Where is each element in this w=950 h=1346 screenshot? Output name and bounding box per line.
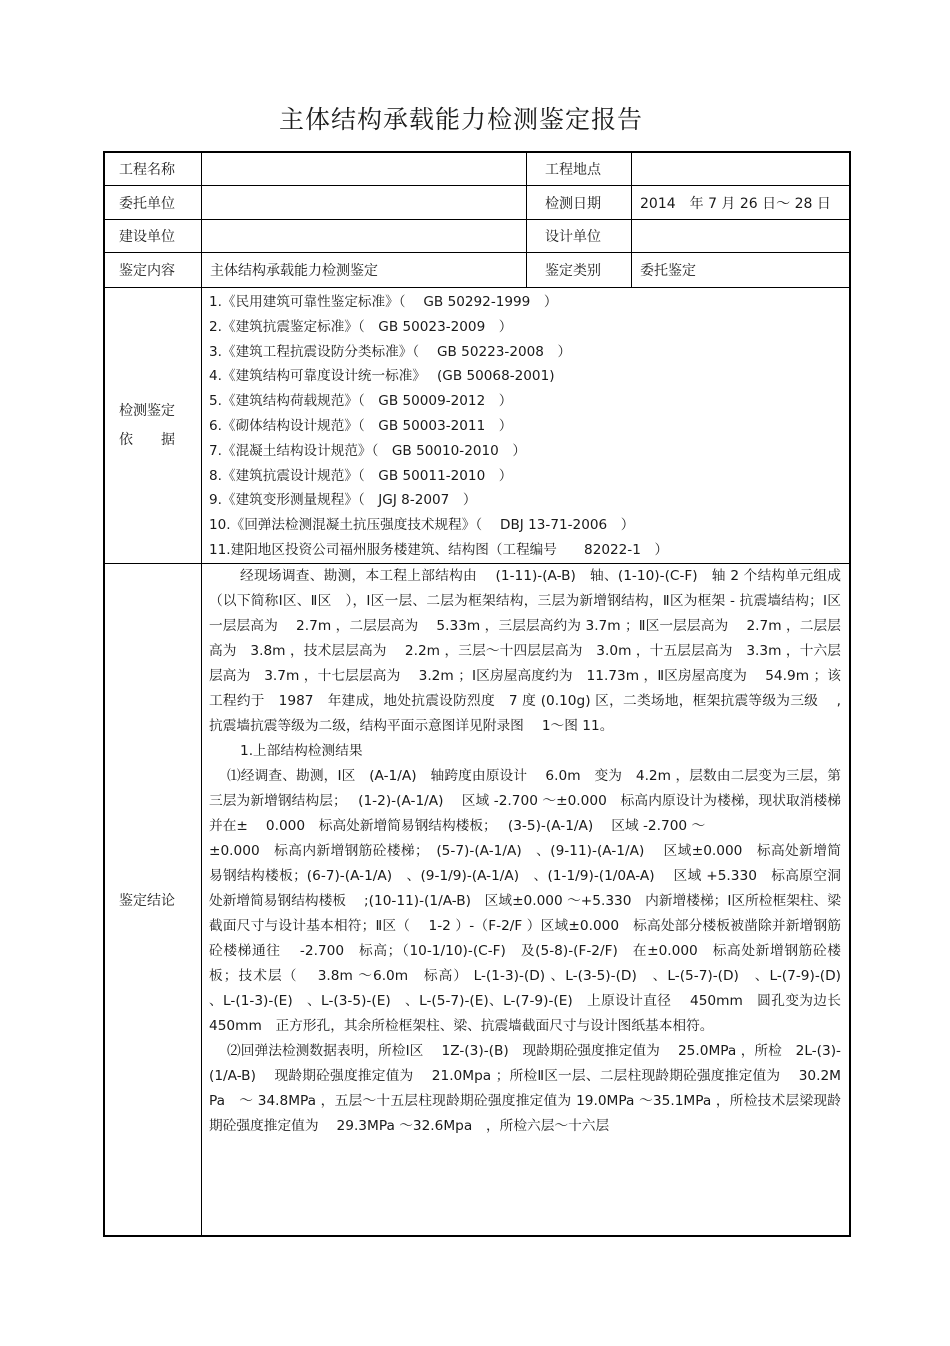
category-value: 委托鉴定 xyxy=(640,263,696,279)
conclusion-label: 鉴定结论 xyxy=(105,564,202,1235)
basis-item: 4.《建筑结构可靠度设计统一标准》 (GB 50068-2001) xyxy=(209,368,555,385)
basis-item: 5.《建筑结构荷载规范》（ GB 50009-2012 ） xyxy=(209,393,513,410)
row-basis xyxy=(105,288,849,564)
client-value xyxy=(202,186,527,219)
page-title: 主体结构承载能力检测鉴定报告 xyxy=(278,105,643,134)
content-value: 主体结构承载能力检测鉴定 xyxy=(202,253,527,287)
conclusion-text xyxy=(202,564,860,1235)
designer-value xyxy=(632,220,849,252)
basis-item: 7.《混凝土结构设计规范》（ GB 50010-2010 ） xyxy=(209,442,526,459)
basis-item: 10.《回弹法检测混凝土抗压强度技术规程》（ DBJ 13-71-2006 ） xyxy=(209,517,635,534)
row-project-name xyxy=(105,153,849,186)
basis-item: 6.《砌体结构设计规范》（ GB 50003-2011 ） xyxy=(209,417,513,434)
basis-label-line2: 依 据 xyxy=(119,431,175,448)
client-label: 委托单位 xyxy=(105,186,202,219)
content-label: 鉴定内容 xyxy=(105,253,202,287)
row-content xyxy=(105,253,849,288)
basis-item: 3.《建筑工程抗震设防分类标准》（ GB 50223-2008 ） xyxy=(209,343,572,360)
conclusion-paragraph: ⑵回弹法检测数据表明，所检Ⅰ区 1Z-(3)-(B) 现龄期砼强度推定值为 25.0MPa ，所检 2L-(3)-(1/A-B) 现龄期砼强度推定值为 21.0Mpa ；所检Ⅱ区一层、二层柱现龄期砼强度推定值为 30.2MPa ～ 34.8MPa ，五层～十五层柱现龄期砼强度推定值为 19.0MPa ～35.1MPa ，所检技术层梁现龄期砼强度推定值为 29.3MPa ～32.6Mpa ，所检六层～十六层 xyxy=(209,1043,841,1134)
basis-label-line1: 检测鉴定 xyxy=(119,402,175,419)
project-name-label: 工程名称 xyxy=(105,153,202,185)
category-label: 鉴定类别 xyxy=(527,253,632,287)
project-location-value xyxy=(632,153,849,185)
basis-label xyxy=(105,288,202,563)
test-date-label: 检测日期 xyxy=(527,186,632,219)
basis-item: 8.《建筑抗震设计规范》（ GB 50011-2010 ） xyxy=(209,467,513,484)
row-client xyxy=(105,186,849,220)
basis-item: 11.建阳地区投资公司福州服务楼建筑、结构图（工程编号 82022-1 ） xyxy=(209,541,669,558)
row-conclusion xyxy=(105,564,860,1235)
project-location-label: 工程地点 xyxy=(527,153,632,185)
conclusion-paragraph: ⑴经调查、勘测，Ⅰ区 (A-1/A) 轴跨度由原设计 6.0m 变为 4.2m ，层数由二层变为三层，第三层为新增钢结构层； (1-2)-(A-1/A) 区域 -2.700 ～±0.000 标高内原设计为楼梯，现状取消楼梯并在± 0.000 标高处新增简易钢结构楼板； (3-5)-(A-1/A) 区域 -2.700 ～ xyxy=(209,768,841,834)
builder-label: 建设单位 xyxy=(105,220,202,252)
basis-item: 1.《民用建筑可靠性鉴定标准》（ GB 50292-1999 ） xyxy=(209,294,558,310)
test-date-value: 2014 年 7 月 26 日～ 28 日 xyxy=(640,195,831,212)
builder-value xyxy=(202,220,527,252)
conclusion-paragraph: ±0.000 标高内新增钢筋砼楼梯； (5-7)-(A-1/A) 、(9-11)-(A-1/A) 区域±0.000 标高处新增简易钢结构楼板；(6-7)-(A-1/A) 、(9-1/9)-(A-1/A) 、(1-1/9)-(1/0A-A) 区域 +5.330 标高原空洞处新增简易钢结构楼板 ;(10-11)-(1/A-B) 区域±0.000 ～+5.330 内新增楼梯；Ⅰ区所检框架柱、梁截面尺寸与设计基本相符；Ⅱ区（ 1-2 ）-（F-2/F ）区域±0.000 标高处部分楼板被凿除并新增钢筋砼楼梯通往 -2.700 标高；（10-1/10)-(C-F) 及(5-8)-(F-2/F) 在±0.000 标高处新增钢筋砼楼板；技术层（ 3.8m ～6.0m 标高） L-(1-3)-(D) 、L-(3-5)-(D) 、L-(5-7)-(D) 、L-(7-9)-(D) 、L-(1-3)-(E) 、L-(3-5)-(E) 、L-(5-7)-(E)、L-(7-9)-(E) 上原设计直径 450mm 圆孔变为边长 450mm 正方形孔，其余所检框架柱、梁、抗震墙截面尺寸与设计图纸基本相符。 xyxy=(209,843,860,1034)
project-name-value xyxy=(202,153,527,185)
report-table xyxy=(103,151,860,1237)
basis-list xyxy=(202,288,849,563)
conclusion-paragraph: 经现场调查、勘测，本工程上部结构由 (1-11)-(A-B) 轴、(1-10)-(C-F) 轴 2 个结构单元组成（以下简称Ⅰ区、Ⅱ区 ），Ⅰ区一层、二层为框架结构，三层为新增钢结构，Ⅱ区为框架 - 抗震墙结构；Ⅰ区一层层高为 2.7m ，二层层高为 5.33m ，三层层高约为 3.7m ；Ⅱ区一层层高为 2.7m ，二层层高为 3.8m ，技术层层高为 2.2m ，三层～十四层层高为 3.0m ，十五层层高为 3.3m ，十六层层高为 3.7m ，十七层层高为 3.2m ；Ⅰ区房屋高度约为 11.73m ，Ⅱ区房屋高度为 54.9m ；该工程约于 1987 年建成，地处抗震设防烈度 7 度 (0.10g) 区，二类场地，框架抗震等级为三级 ,抗震墙抗震等级为二级，结构平面示意图详见附录图 1～图 11。 xyxy=(209,568,841,734)
conclusion-heading: 1.上部结构检测结果 xyxy=(240,743,363,759)
basis-item: 9.《建筑变形测量规程》（ JGJ 8-2007 ） xyxy=(209,492,477,509)
designer-label: 设计单位 xyxy=(527,220,632,252)
basis-item: 2.《建筑抗震鉴定标准》（ GB 50023-2009 ） xyxy=(209,318,513,335)
row-builder xyxy=(105,220,849,253)
